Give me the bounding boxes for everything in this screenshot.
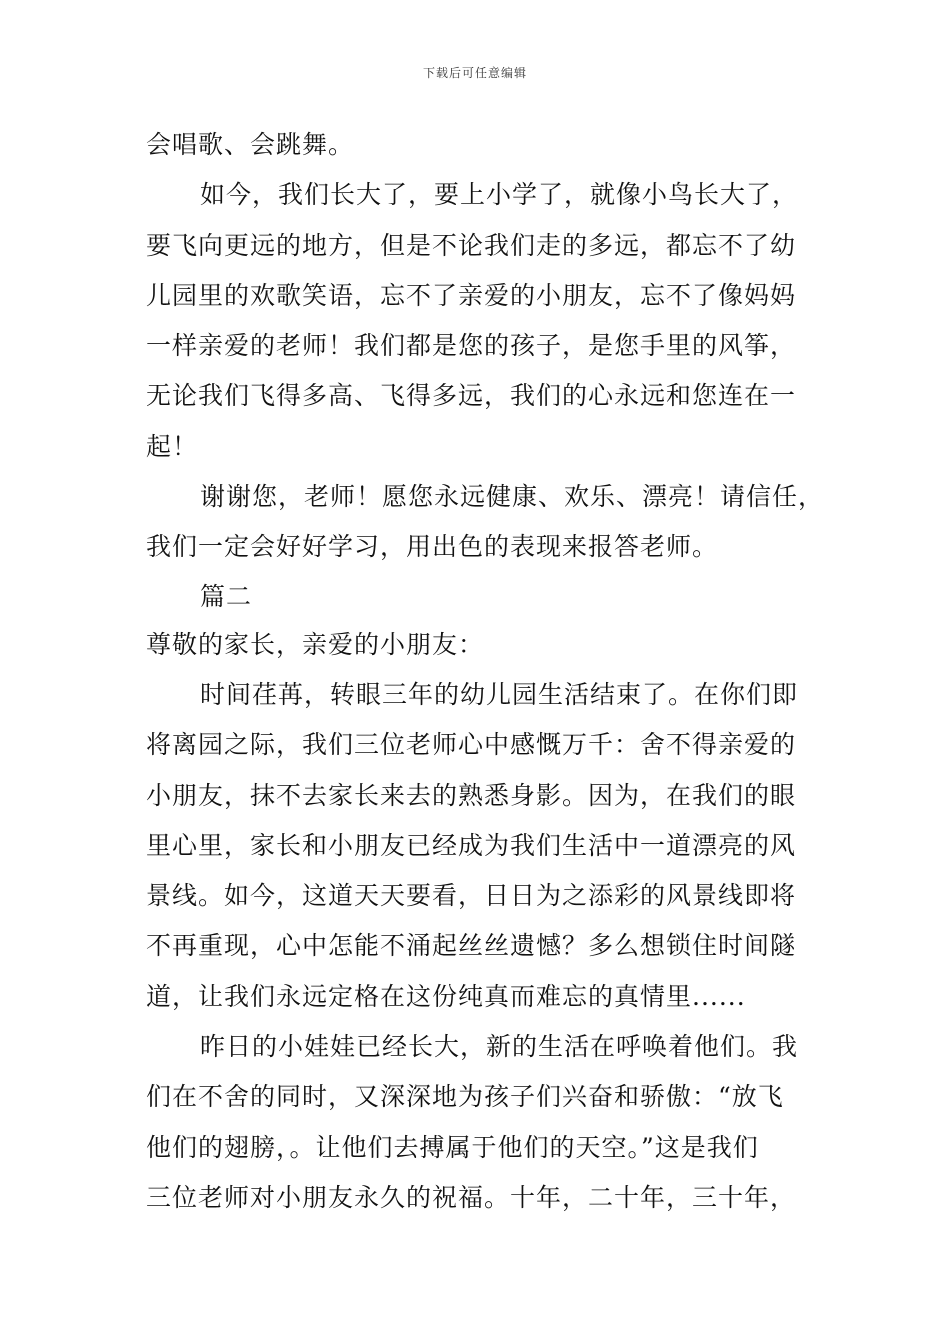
text-line: 景线。如今，这道天天要看，日日为之添彩的风景线即将 [146,881,797,911]
text-line: 会唱歌、会跳舞。 [146,130,355,159]
text-line: 里心里，家长和小朋友已经成为我们生活中一道漂亮的风 [146,830,797,860]
text-line: 不再重现，心中怎能不涌起丝丝遗憾？多么想锁住时间隧 [146,931,797,961]
text-line: 小朋友，抹不去家长来去的熟悉身影。因为，在我们的眼 [146,780,797,810]
text-line: 将离园之际，我们三位老师心中感慨万千：舍不得亲爱的 [146,730,797,760]
text-line: 们在不舍的同时，又深深地为孩子们兴奋和骄傲：“放飞 [146,1082,784,1112]
document-body [146,120,836,1223]
paragraph-start-line: 谢谢您，老师！愿您永远健康、欢乐、漂亮！请信任， [200,482,825,512]
text-line: 一样亲爱的老师！我们都是您的孩子，是您手里的风筝， [146,331,797,361]
text-line: 他们的翅膀，。让他们去搏属于他们的天空。”这是我们 [146,1132,759,1162]
paragraph-start-line: 时间荏苒，转眼三年的幼儿园生活结束了。在你们即 [200,679,799,709]
paragraph-start-line: 昨日的小娃娃已经长大，新的生活在呼唤着他们。我 [200,1032,799,1062]
text-line: 道，让我们永远定格在这份纯真而难忘的真情里...... [146,981,746,1011]
page-header: 下载后可任意编辑 [422,66,527,80]
paragraph-start-line: 如今，我们长大了，要上小学了，就像小鸟长大了， [200,180,799,210]
text-line: 儿园里的欢歌笑语，忘不了亲爱的小朋友，忘不了像妈妈 [146,280,797,310]
text-line: 我们一定会好好学习，用出色的表现来报答老师。 [146,532,719,562]
section-heading: 篇二 [200,581,253,611]
salutation-line: 尊敬的家长，亲爱的小朋友： [146,629,485,659]
text-line: 三位老师对小朋友永久的祝福。十年，二十年，三十年， [146,1182,797,1212]
text-line: 无论我们飞得多高、飞得多远，我们的心永远和您连在一 [146,381,797,411]
text-line: 要飞向更远的地方，但是不论我们走的多远，都忘不了幼 [146,230,797,260]
text-line: 起！ [146,431,199,461]
